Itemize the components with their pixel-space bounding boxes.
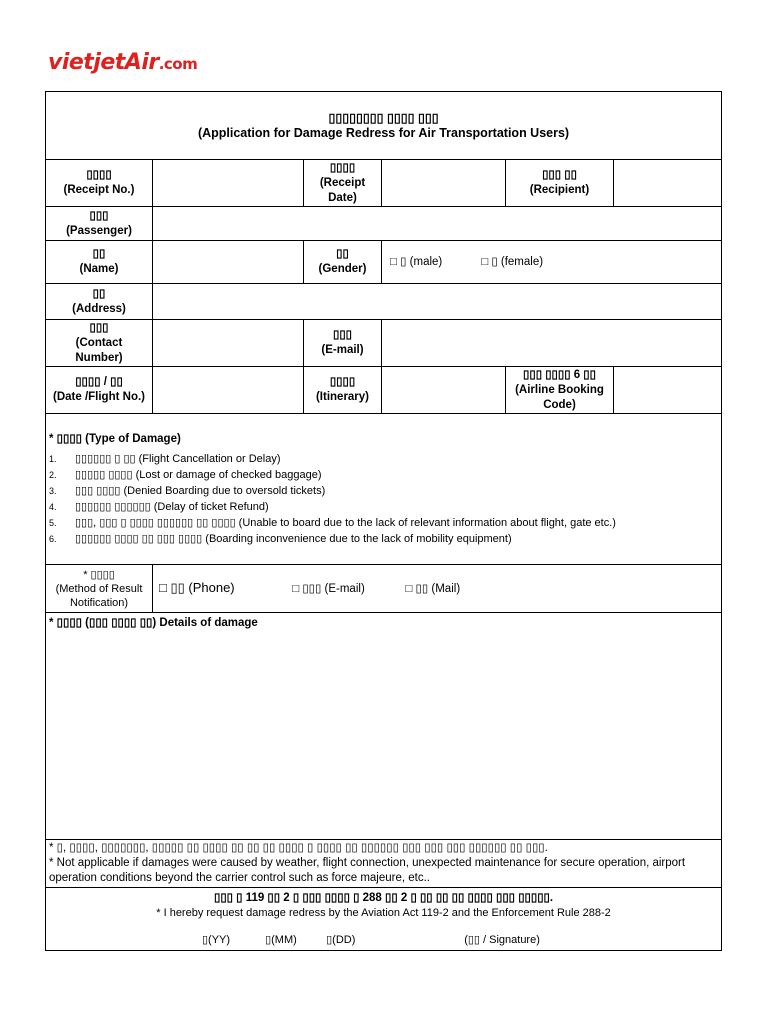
footer-english: * I hereby request damage redress by the Aviation Act 119-2 and the Enforcement Rule 288-2 <box>156 907 611 919</box>
receipt-no-label: ▯▯▯▯ (Receipt No.) <box>46 160 153 207</box>
method-mail-checkbox[interactable]: □ ▯▯ (Mail) <box>405 583 461 595</box>
month-field[interactable]: ▯(MM) <box>265 934 297 946</box>
passenger-field[interactable] <box>153 207 722 241</box>
damage-type-item: 3. ▯▯▯ ▯▯▯▯ (Denied Boarding due to oversold tickets) <box>49 485 326 497</box>
booking-code-field[interactable] <box>614 367 722 414</box>
email-field[interactable] <box>382 320 722 367</box>
recipient-field[interactable] <box>614 160 722 207</box>
address-label: ▯▯ (Address) <box>46 284 153 320</box>
email-label: ▯▯▯ (E-mail) <box>304 320 382 367</box>
damage-type-item: 2. ▯▯▯▯▯ ▯▯▯▯ (Lost or damage of checked baggage) <box>49 469 322 481</box>
method-email-checkbox[interactable]: □ ▯▯▯ (E-mail) <box>292 583 365 595</box>
date-flight-field[interactable] <box>153 367 304 414</box>
method-label: * ▯▯▯▯ (Method of Result Notification) <box>46 565 153 613</box>
gender-options <box>382 241 722 284</box>
form-title-english: (Application for Damage Redress for Air Transportation Users) <box>197 125 570 140</box>
footer-korean: ▯▯▯ ▯ 119 ▯▯ 2 ▯ ▯▯▯ ▯▯▯▯ ▯ 288 ▯▯ 2 ▯ ▯▯ ▯▯ ▯▯ ▯▯▯▯ ▯▯▯ ▯▯▯▯▯. <box>213 892 554 904</box>
notice-english-1: * Not applicable if damages were caused by weather, flight connection, unexpected maintenance for secure operation, airport <box>49 857 686 869</box>
damage-type-item: 6. ▯▯▯▯▯▯ ▯▯▯▯ ▯▯ ▯▯▯ ▯▯▯▯ (Boarding inconvenience due to the lack of mobility equipment) <box>49 533 512 545</box>
receipt-date-field[interactable] <box>382 160 506 207</box>
receipt-date-label: ▯▯▯▯ (Receipt Date) <box>304 160 382 207</box>
recipient-label: ▯▯▯ ▯▯ (Recipient) <box>506 160 614 207</box>
date-flight-label: ▯▯▯▯ / ▯▯ (Date /Flight No.) <box>46 367 153 414</box>
itinerary-label: ▯▯▯▯ (Itinerary) <box>304 367 382 414</box>
contact-label: ▯▯▯ (Contact Number) <box>46 320 153 367</box>
notice-korean: * ▯, ▯▯▯▯, ▯▯▯▯▯▯▯, ▯▯▯▯▯ ▯▯ ▯▯▯▯ ▯▯ ▯▯ ▯▯ ▯▯▯▯ ▯ ▯▯▯▯ ▯▯ ▯▯▯▯▯▯ ▯▯▯ ▯▯▯ ▯▯▯ ▯▯▯▯▯▯ ▯▯ ▯▯▯. <box>49 842 548 854</box>
form-title <box>46 92 722 160</box>
damage-type-list <box>49 451 718 547</box>
year-field[interactable]: ▯(YY) <box>202 934 231 946</box>
day-field[interactable]: ▯(DD) <box>326 934 356 946</box>
form-title-korean: ▯▯▯▯▯▯▯▯ ▯▯▯▯ ▯▯▯ <box>328 110 439 125</box>
notice-english-2: operation conditions beyond the carrier control such as force majeure, etc.. <box>49 872 430 884</box>
damage-type-section <box>46 414 722 565</box>
footer-section <box>46 888 722 951</box>
gender-label: ▯▯ (Gender) <box>304 241 382 284</box>
method-phone-checkbox[interactable]: □ ▯▯ (Phone) <box>159 580 235 595</box>
contact-field[interactable] <box>153 320 304 367</box>
signature-row <box>49 933 718 948</box>
damage-details-section <box>46 613 722 840</box>
booking-code-label: ▯▯▯ ▯▯▯▯ 6 ▯▯ (Airline Booking Code) <box>506 367 614 414</box>
passenger-label: ▯▯▯ (Passenger) <box>46 207 153 241</box>
gender-female-checkbox[interactable]: □ ▯ (female) <box>481 255 544 268</box>
damage-type-item: 1. ▯▯▯▯▯▯ ▯ ▯▯ (Flight Cancellation or Delay) <box>49 453 281 465</box>
damage-type-item: 5. ▯▯▯, ▯▯▯ ▯ ▯▯▯▯ ▯▯▯▯▯▯ ▯▯ ▯▯▯▯ (Unable to board due to the lack of relevant information about flight, gate etc.) <box>49 517 616 529</box>
name-label: ▯▯ (Name) <box>46 241 153 284</box>
notice-section <box>46 840 722 888</box>
method-options <box>153 565 722 613</box>
damage-details-field[interactable] <box>49 631 718 831</box>
address-field[interactable] <box>153 284 722 320</box>
damage-type-item: 4. ▯▯▯▯▯▯ ▯▯▯▯▯▯ (Delay of ticket Refund) <box>49 501 269 513</box>
name-field[interactable] <box>153 241 304 284</box>
damage-details-header: * ▯▯▯▯ (▯▯▯ ▯▯▯▯ ▯▯) Details of damage <box>49 617 258 629</box>
receipt-no-field[interactable] <box>153 160 304 207</box>
itinerary-field[interactable] <box>382 367 506 414</box>
gender-male-checkbox[interactable]: □ ▯ (male) <box>390 255 443 268</box>
vietjetair-logo: vietjetAir.com <box>48 50 198 75</box>
signature-field[interactable]: (▯▯ / Signature) <box>464 934 540 946</box>
damage-type-header: * ▯▯▯▯ (Type of Damage) <box>49 433 181 445</box>
damage-redress-form <box>45 91 722 951</box>
